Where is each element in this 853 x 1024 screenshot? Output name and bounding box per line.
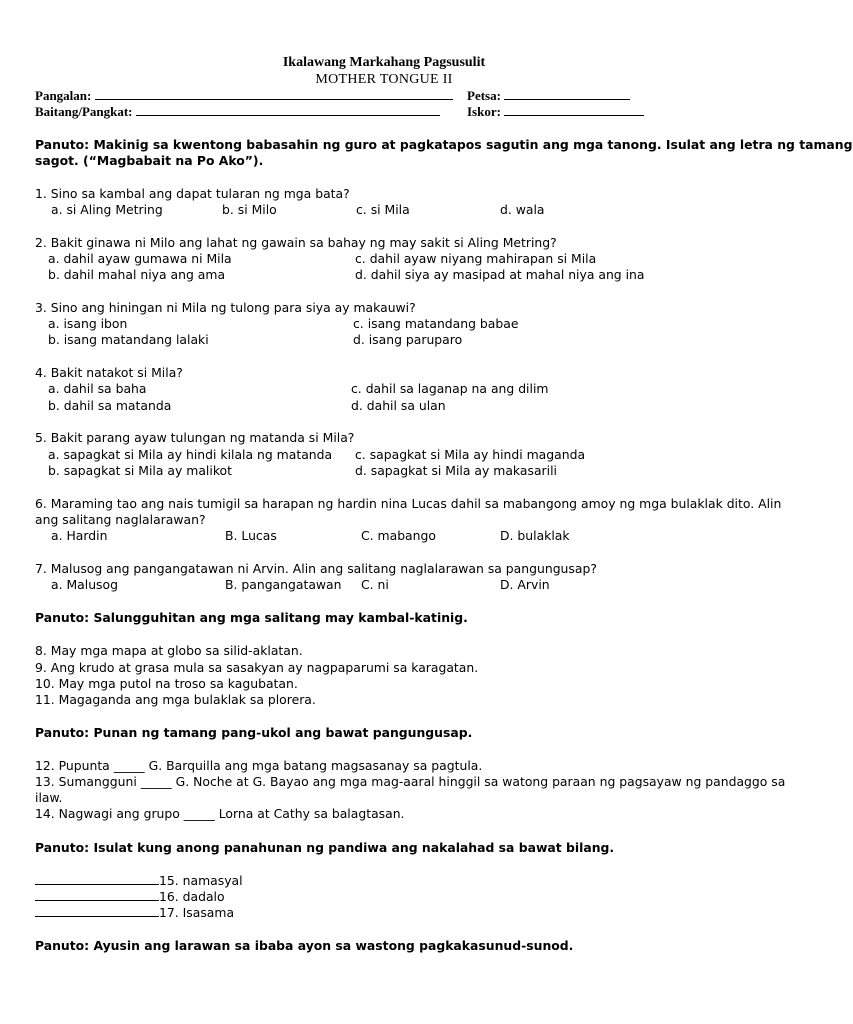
item-9: 9. Ang krudo at grasa mula sa sasakyan ay nagpaparumi sa karagatan. (35, 660, 479, 675)
question-2: 2. Bakit ginawa ni Milo ang lahat ng gawain sa bahay ng may sakit si Aling Metring? (35, 235, 557, 250)
instruction-5: Panuto: Ayusin ang larawan sa ibaba ayon sa wastong pagkakasunud-sunod. (35, 938, 574, 953)
q3-choice-b: b. isang matandang lalaki (48, 332, 209, 347)
q4-choice-c: c. dahil sa laganap na ang dilim (351, 381, 549, 396)
iskor-label: Iskor: (467, 104, 501, 119)
item-17-text: 17. Isasama (159, 905, 235, 920)
baitang-blank (136, 104, 440, 116)
q6-choice-b: B. Lucas (225, 528, 277, 543)
q7-choice-d: D. Arvin (500, 577, 550, 592)
item-16 (35, 889, 225, 905)
q4-choice-b: b. dahil sa matanda (48, 398, 172, 413)
question-7: 7. Malusog ang pangangatawan ni Arvin. Alin ang salitang naglalarawan sa pangungusap? (35, 561, 597, 576)
name-field (35, 88, 453, 104)
q6-choice-d: D. bulaklak (500, 528, 570, 543)
instruction-3: Panuto: Punan ng tamang pang-ukol ang bawat pangungusap. (35, 725, 473, 740)
item-8: 8. May mga mapa at globo sa silid-aklatan. (35, 643, 303, 658)
q6-choice-a: a. Hardin (51, 528, 108, 543)
question-5: 5. Bakit parang ayaw tulungan ng matanda si Mila? (35, 430, 355, 445)
item-16-text: 16. dadalo (159, 889, 225, 904)
q2-choice-c: c. dahil ayaw niyang mahirapan si Mila (355, 251, 597, 266)
item-17-blank (35, 905, 159, 917)
q2-choice-a: a. dahil ayaw gumawa ni Mila (48, 251, 232, 266)
item-15 (35, 873, 243, 889)
pangalan-blank (95, 88, 453, 100)
q5-choice-b: b. sapagkat si Mila ay malikot (48, 463, 232, 478)
item-12 (35, 758, 482, 774)
q4-choice-d: d. dahil sa ulan (351, 398, 446, 413)
item-16-blank (35, 889, 159, 901)
item-13-pre: 13. Sumangguni (35, 774, 141, 789)
petsa-blank (504, 88, 630, 100)
score-field (467, 104, 644, 120)
q1-choice-a: a. si Aling Metring (51, 202, 163, 217)
instruction-1-line2: sagot. (“Magbabait na Po Ako”). (35, 153, 264, 168)
q1-choice-c: c. si Mila (356, 202, 410, 217)
q7-choice-c: C. ni (361, 577, 389, 592)
item-14-post: Lorna at Cathy sa balagtasan. (214, 806, 405, 821)
petsa-label: Petsa: (467, 88, 501, 103)
item-13 (35, 774, 785, 790)
item-11: 11. Magaganda ang mga bulaklak sa plorera. (35, 692, 316, 707)
item-13-line2: ilaw. (35, 790, 63, 805)
item-12-pre: 12. Pupunta (35, 758, 114, 773)
item-13-post: G. Noche at G. Bayao ang mga mag-aaral hinggil sa watong paraan ng pagsayaw ng pandaggo sa (171, 774, 786, 789)
q6-choice-c: C. mabango (361, 528, 436, 543)
q3-choice-a: a. isang ibon (48, 316, 128, 331)
iskor-blank (504, 104, 644, 116)
question-1: 1. Sino sa kambal ang dapat tularan ng mga bata? (35, 186, 350, 201)
question-3: 3. Sino ang hiningan ni Mila ng tulong para siya ay makauwi? (35, 300, 416, 315)
q1-choice-b: b. si Milo (222, 202, 277, 217)
q3-choice-d: d. isang paruparo (353, 332, 463, 347)
instruction-4: Panuto: Isulat kung anong panahunan ng pandiwa ang nakalahad sa bawat bilang. (35, 840, 615, 855)
q7-choice-b: B. pangangatawan (225, 577, 342, 592)
q1-choice-d: d. wala (500, 202, 545, 217)
grade-section-field (35, 104, 440, 120)
q4-choice-a: a. dahil sa baha (48, 381, 147, 396)
item-10: 10. May mga putol na troso sa kagubatan. (35, 676, 298, 691)
item-14-blank: _____ (183, 806, 215, 821)
question-6-line1: 6. Maraming tao ang nais tumigil sa harapan ng hardin nina Lucas dahil sa mabangong amoy ng mga bulaklak dito. Alin (35, 496, 782, 511)
exam-subject: MOTHER TONGUE II (315, 72, 453, 87)
item-12-post: G. Barquilla ang mga batang magsasanay sa pagtula. (144, 758, 483, 773)
baitang-label: Baitang/Pangkat: (35, 104, 133, 119)
q5-choice-a: a. sapagkat si Mila ay hindi kilala ng matanda (48, 447, 333, 462)
item-14-pre: 14. Nagwagi ang grupo (35, 806, 184, 821)
q5-choice-d: d. sapagkat si Mila ay makasarili (355, 463, 557, 478)
pangalan-label: Pangalan: (35, 88, 92, 103)
item-13-blank: _____ (140, 774, 172, 789)
item-15-text: 15. namasyal (159, 873, 243, 888)
item-14 (35, 806, 405, 822)
item-12-blank: _____ (113, 758, 145, 773)
question-4: 4. Bakit natakot si Mila? (35, 365, 183, 380)
instruction-2: Panuto: Salungguhitan ang mga salitang may kambal-katinig. (35, 610, 468, 625)
exam-title: Ikalawang Markahang Pagsusulit (282, 55, 486, 70)
item-17 (35, 905, 234, 921)
q7-choice-a: a. Malusog (51, 577, 118, 592)
q3-choice-c: c. isang matandang babae (353, 316, 519, 331)
q2-choice-b: b. dahil mahal niya ang ama (48, 267, 226, 282)
instruction-1-line1: Panuto: Makinig sa kwentong babasahin ng guro at pagkatapos sagutin ang mga tanong. Isulat ang letra ng tamang (35, 137, 853, 152)
date-field (467, 88, 630, 104)
item-15-blank (35, 873, 159, 885)
q5-choice-c: c. sapagkat si Mila ay hindi maganda (355, 447, 586, 462)
question-6-line2: ang salitang naglalarawan? (35, 512, 206, 527)
q2-choice-d: d. dahil siya ay masipad at mahal niya ang ina (355, 267, 645, 282)
